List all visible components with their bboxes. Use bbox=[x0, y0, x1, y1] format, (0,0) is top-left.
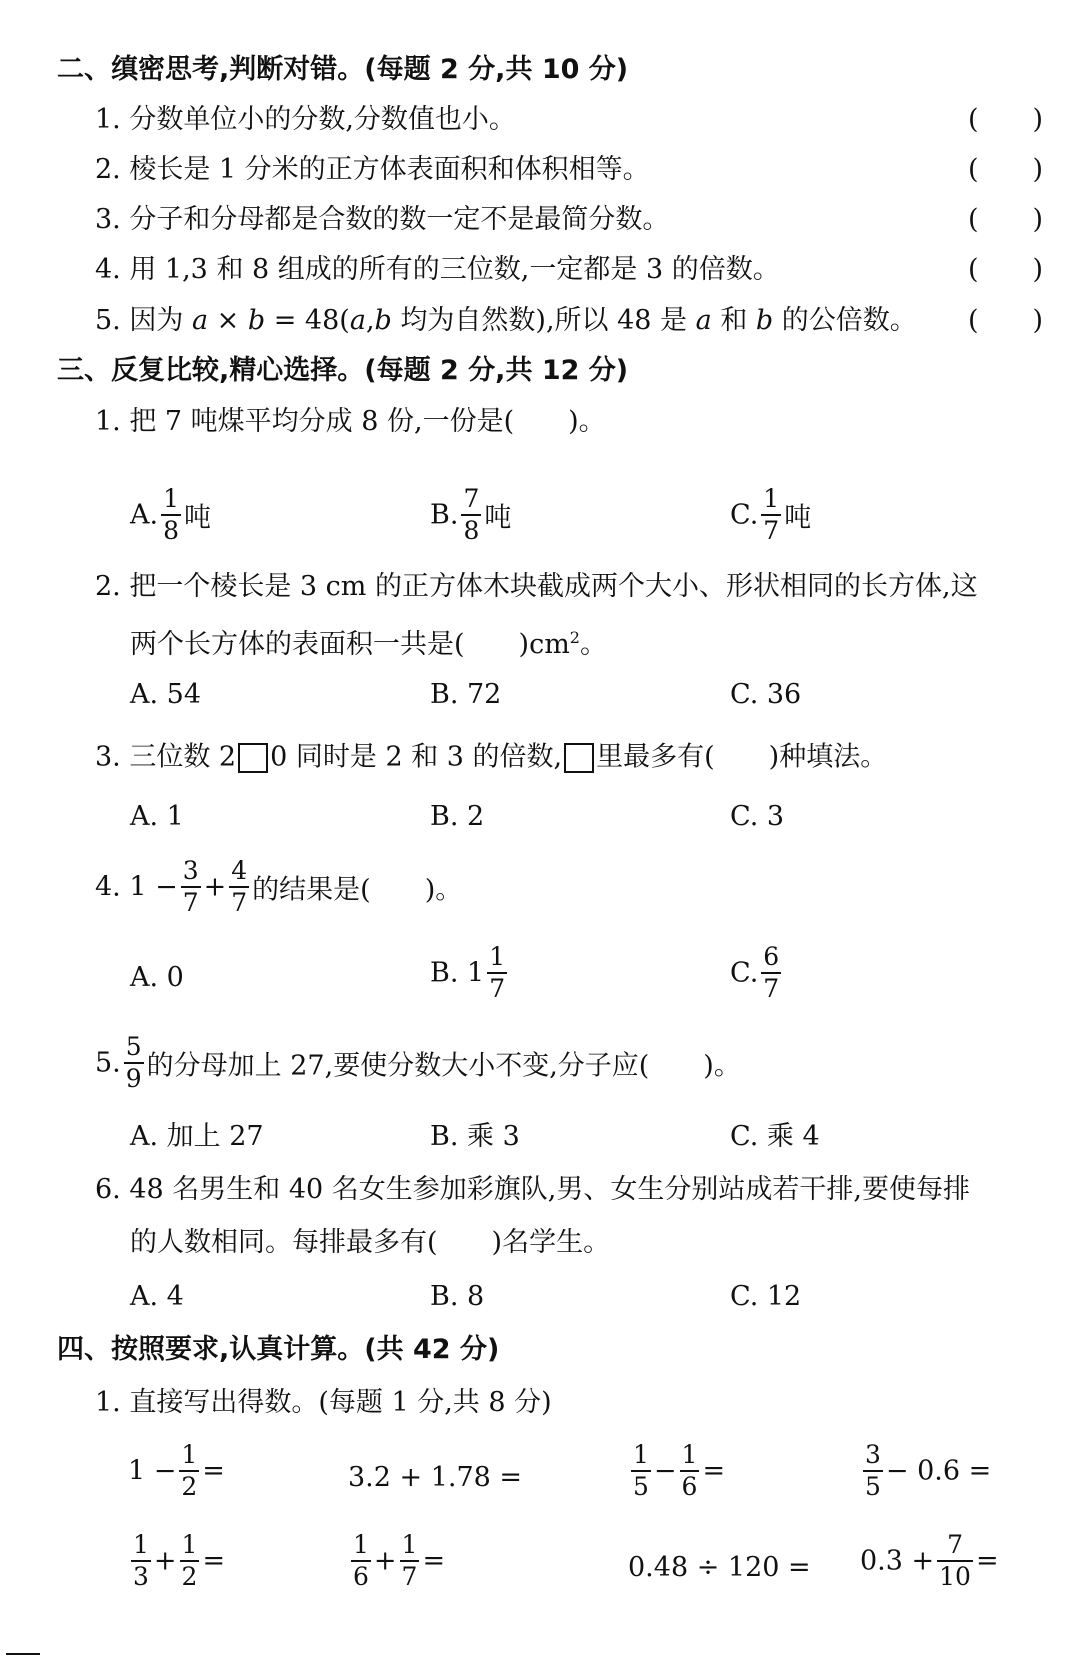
calc-expression-8: 0.3 + $\frac{7}{10}$ = bbox=[860, 1530, 999, 1591]
s3-q3-stem: 3. 三位数 2 0 同时是 2 和 3 的倍数, 里最多有( )种填法。 bbox=[95, 741, 888, 773]
section-2-heading: 二、缜密思考,判断对错。(每题 2 分,共 10 分) bbox=[57, 54, 629, 85]
s3-q6-option-a[interactable]: A. 4 bbox=[130, 1281, 184, 1312]
s3-q5-option-b[interactable]: B. 乘 3 bbox=[430, 1121, 520, 1152]
s3-q4-option-a[interactable]: A. 0 bbox=[130, 962, 184, 993]
s3-q1-option-a[interactable]: A. $\frac{1}{8}$ 吨 bbox=[130, 484, 211, 545]
calc-expression-6: $\frac{1}{6}$ + $\frac{1}{7}$ = bbox=[353, 1530, 446, 1591]
s2-answer-paren-2[interactable]: ( ) bbox=[968, 154, 1044, 185]
s3-q6-line-1: 6. 48 名男生和 40 名女生参加彩旗队,男、女生分别站成若干排,要使每排 bbox=[95, 1174, 970, 1205]
s3-q1-option-c[interactable]: C. $\frac{1}{7}$ 吨 bbox=[730, 484, 812, 545]
s2-item-2: 2. 棱长是 1 分米的正方体表面积和体积相等。 bbox=[95, 154, 650, 185]
s3-q4-stem: 4. 1 − $\frac{3}{7}$ + $\frac{4}{7}$ 的结果是( )。 bbox=[95, 856, 463, 917]
s3-q4-option-c[interactable]: C. $\frac{6}{7}$ bbox=[730, 942, 780, 1003]
s3-q2-option-a[interactable]: A. 54 bbox=[130, 679, 202, 710]
s2-item-5: 5. 因为 a × b = 48(a,b 均为自然数),所以 48 是 a 和 b 的公倍数。 bbox=[95, 305, 917, 336]
s3-q5-option-a[interactable]: A. 加上 27 bbox=[130, 1121, 264, 1152]
s3-q1-stem: 1. 把 7 吨煤平均分成 8 份,一份是( )。 bbox=[95, 406, 606, 437]
s3-q2-line-2: 两个长方体的表面积一共是( )$cm^2$。 bbox=[130, 628, 607, 660]
s2-answer-paren-1[interactable]: ( ) bbox=[968, 104, 1044, 135]
s3-q6-line-2: 的人数相同。每排最多有( )名学生。 bbox=[130, 1227, 611, 1258]
section-3-heading: 三、反复比较,精心选择。(每题 2 分,共 12 分) bbox=[57, 355, 629, 386]
calc-expression-7: 0.48 ÷ 120 = bbox=[628, 1552, 811, 1583]
calc-expression-5: $\frac{1}{3}$ + $\frac{1}{2}$ = bbox=[133, 1530, 226, 1591]
calc-expression-4: $\frac{3}{5}$ − 0.6 = bbox=[865, 1440, 992, 1501]
s3-q2-option-b[interactable]: B. 72 bbox=[430, 679, 502, 710]
s3-q3-option-b[interactable]: B. 2 bbox=[430, 801, 485, 832]
s3-q6-option-b[interactable]: B. 8 bbox=[430, 1281, 485, 1312]
blank-box-icon bbox=[564, 743, 594, 773]
s3-q3-option-c[interactable]: C. 3 bbox=[730, 801, 785, 832]
s2-answer-paren-5[interactable]: ( ) bbox=[968, 305, 1044, 336]
s3-q1-option-b[interactable]: B. $\frac{7}{8}$ 吨 bbox=[430, 484, 512, 545]
s3-q5-option-c[interactable]: C. 乘 4 bbox=[730, 1121, 820, 1152]
s3-q2-line-1: 2. 把一个棱长是 3 cm 的正方体木块截成两个大小、形状相同的长方体,这 bbox=[95, 571, 978, 602]
s3-q5-stem: 5. $\frac{5}{9}$ 的分母加上 27,要使分数大小不变,分子应( )。 bbox=[95, 1032, 741, 1093]
s2-item-4: 4. 用 1,3 和 8 组成的所有的三位数,一定都是 3 的倍数。 bbox=[95, 254, 780, 285]
s2-item-1: 1. 分数单位小的分数,分数值也小。 bbox=[95, 104, 516, 135]
page-edge-rule bbox=[6, 1653, 40, 1655]
s4-sub-1: 1. 直接写出得数。(每题 1 分,共 8 分) bbox=[95, 1387, 552, 1418]
section-4-heading: 四、按照要求,认真计算。(共 42 分) bbox=[57, 1334, 500, 1365]
calc-expression-2: 3.2 + 1.78 = bbox=[348, 1462, 523, 1493]
s3-q2-option-c[interactable]: C. 36 bbox=[730, 679, 802, 710]
s3-q3-option-a[interactable]: A. 1 bbox=[130, 801, 184, 832]
calc-expression-1: 1 − $\frac{1}{2}$ = bbox=[128, 1440, 225, 1501]
s3-q4-option-b[interactable]: B. 1 $\frac{1}{7}$ bbox=[430, 942, 506, 1003]
calc-expression-3: $\frac{1}{5}$ − $\frac{1}{6}$ = bbox=[633, 1440, 726, 1501]
s2-answer-paren-3[interactable]: ( ) bbox=[968, 204, 1044, 235]
s3-q6-option-c[interactable]: C. 12 bbox=[730, 1281, 802, 1312]
s2-answer-paren-4[interactable]: ( ) bbox=[968, 254, 1044, 285]
s2-item-3: 3. 分子和分母都是合数的数一定不是最简分数。 bbox=[95, 204, 670, 235]
blank-box-icon bbox=[238, 743, 268, 773]
